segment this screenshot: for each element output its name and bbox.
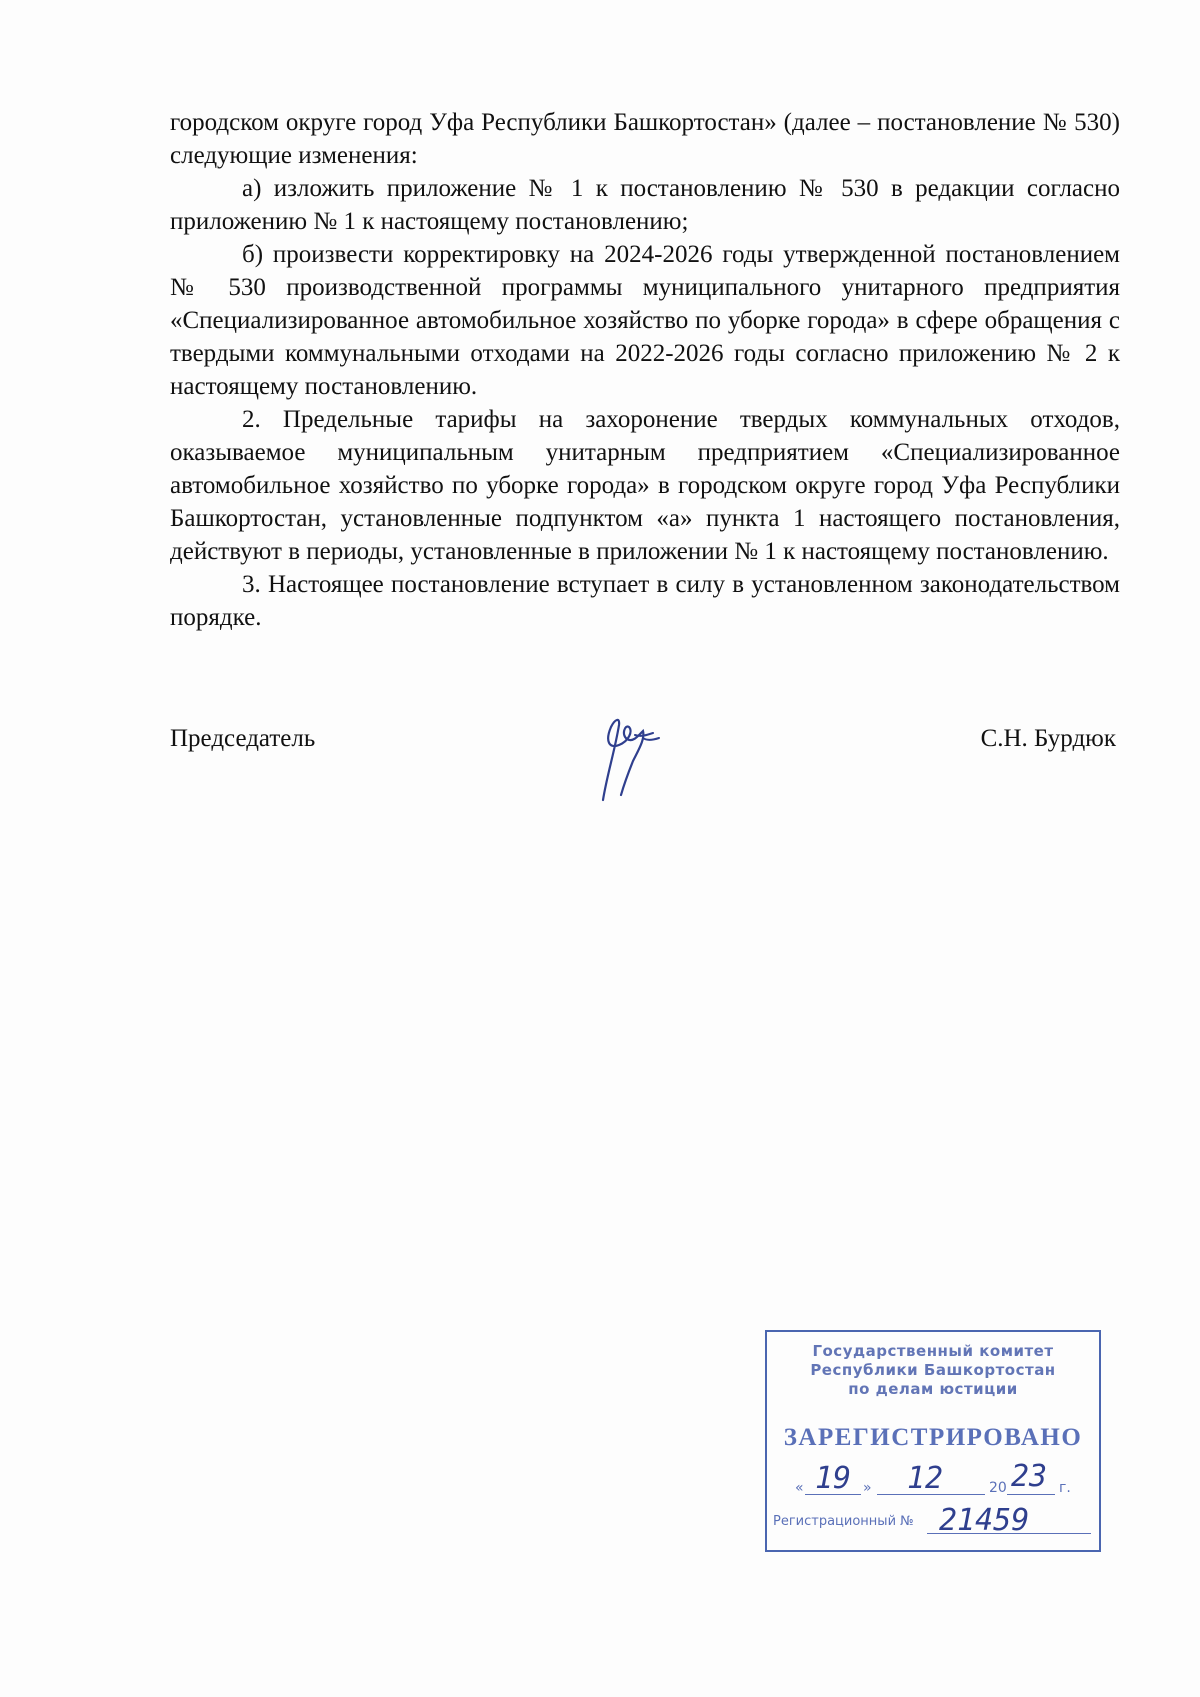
registration-stamp <box>765 1330 1101 1552</box>
stamp-registration-number: 21459 <box>939 1503 1030 1538</box>
stamp-org-line: по делам юстиции <box>848 1380 1018 1398</box>
stamp-organization <box>767 1342 1099 1399</box>
stamp-org-line: Государственный комитет <box>812 1342 1054 1360</box>
paragraph-subitem-a: а) изложить приложение № 1 к постановлению № 530 в редакции согласно приложению № 1 к настоящему постановлению; <box>170 175 1120 235</box>
stamp-org-line: Республики Башкортостан <box>810 1361 1056 1379</box>
position-title: Председатель <box>170 725 316 752</box>
stamp-status: ЗАРЕГИСТРИРОВАНО <box>783 1424 1083 1451</box>
paragraph-continuation: городском округе город Уфа Республики Башкортостан» (далее – постановление № 530) следующие изменения: <box>170 109 1120 169</box>
stamp-month: 12 <box>907 1461 944 1496</box>
stamp-year: 23 <box>1011 1459 1048 1494</box>
stamp-year-unit: г. <box>1059 1480 1071 1496</box>
paragraph-subitem-b: б) произвести корректировку на 2024-2026 годы утвержденной постановлением № 530 производственной программы муниципального унитарного предприятия «Специализированное автомобильное хозяйство по уборке города» в сфере обращения с твердыми коммунальными отходами на 2022-2026 годы согласно приложению № 2 к настоящему постановлению. <box>170 241 1120 400</box>
stamp-year-line <box>1007 1494 1055 1495</box>
paragraph-item-2: 2. Предельные тарифы на захоронение твердых коммунальных отходов, оказываемое муниципальным унитарным предприятием «Специализированное автомобильное хозяйство по уборке города» в городском округе город Уфа Республики Башкортостан, установленные подпунктом «а» пункта 1 настоящего постановления, действуют в периоды, установленные в приложении № 1 к настоящему постановлению. <box>170 406 1120 565</box>
stamp-day: 19 <box>815 1461 852 1496</box>
stamp-open-quote: « <box>795 1480 804 1496</box>
stamp-date <box>795 1459 1085 1498</box>
paragraph-item-3: 3. Настоящее постановление вступает в силу в установленном законодательством порядке. <box>170 571 1120 631</box>
document-body <box>170 106 1120 634</box>
signatory-name: С.Н. Бурдюк <box>980 725 1116 752</box>
stamp-registration-label: Регистрационный № <box>773 1514 914 1529</box>
handwritten-signature <box>585 705 675 815</box>
stamp-year-prefix: 20 <box>989 1480 1007 1496</box>
stamp-close-quote: » <box>863 1480 872 1496</box>
